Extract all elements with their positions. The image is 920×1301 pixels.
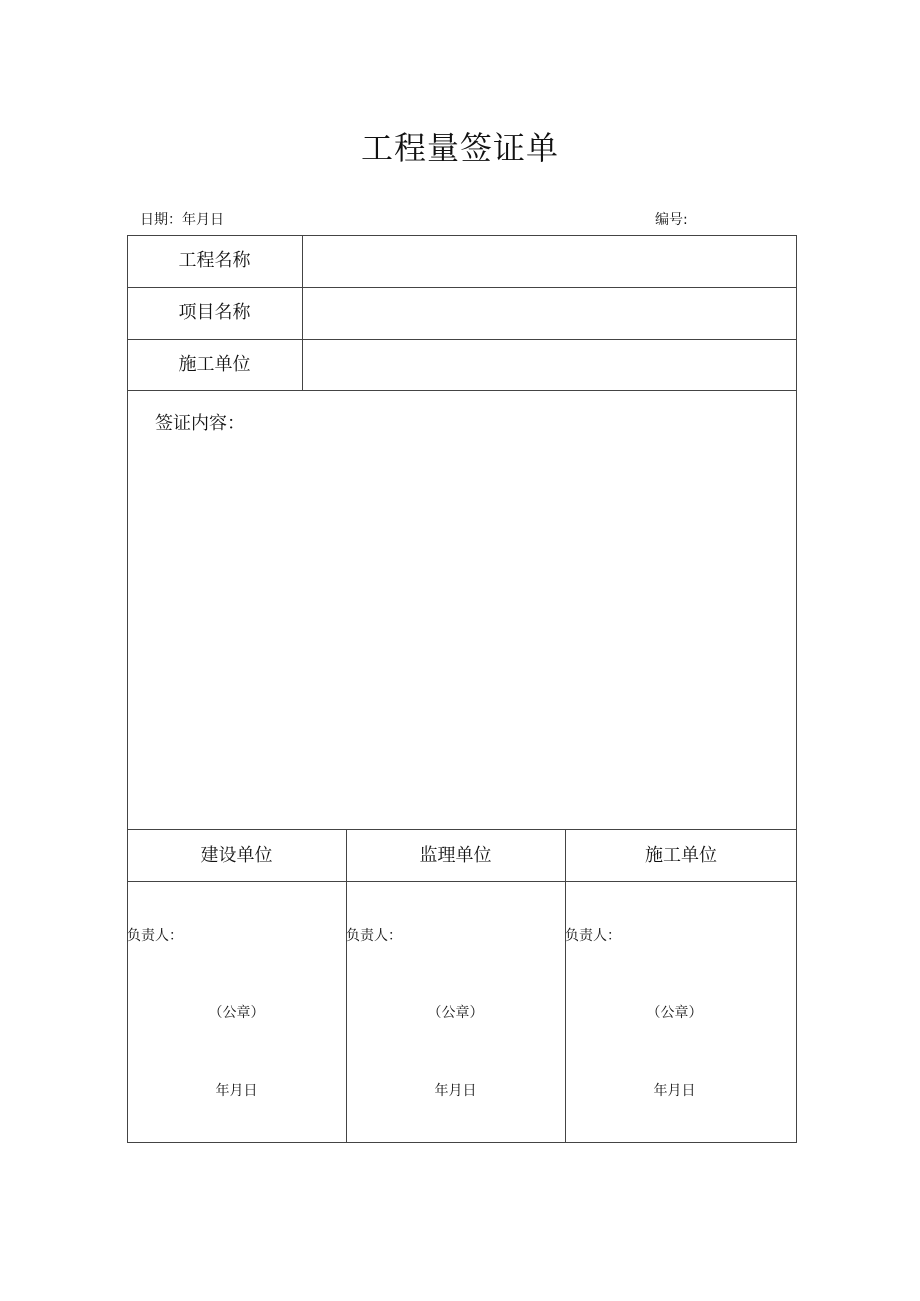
owner-unit-label: 建设单位 [200,845,273,866]
owner-seal-label: （公章） [208,1005,265,1021]
row-divider [127,390,797,391]
label-column-divider [302,235,303,390]
contractor-seal-label: （公章） [646,1005,703,1021]
row-divider [127,339,797,340]
item-name-label: 项目名称 [178,302,251,323]
border-right [796,235,797,1143]
content-label: 签证内容： [155,413,245,434]
contractor-label: 施工单位 [178,354,251,375]
row-divider [127,287,797,288]
supervisor-date-label: 年月日 [434,1083,477,1099]
content-divider [127,829,797,830]
signoff-header-divider [127,881,797,882]
form-table [127,235,797,1143]
supervisor-seal-label: （公章） [427,1005,484,1021]
border-bottom [127,1142,797,1143]
number-label: 编号: [655,212,688,228]
project-name-label: 工程名称 [178,250,251,271]
border-top [127,235,797,236]
contractor-date-label: 年月日 [653,1083,696,1099]
date-label: 日期：年月日 [140,212,224,228]
form-title: 工程量签证单 [360,129,559,167]
contractor-person-label: 负责人： [565,928,621,944]
supervisor-unit-label: 监理单位 [419,845,492,866]
contractor-unit-label: 施工单位 [645,845,717,866]
owner-date-label: 年月日 [215,1083,258,1099]
owner-person-label: 负责人： [127,928,183,944]
supervisor-person-label: 负责人： [346,928,402,944]
